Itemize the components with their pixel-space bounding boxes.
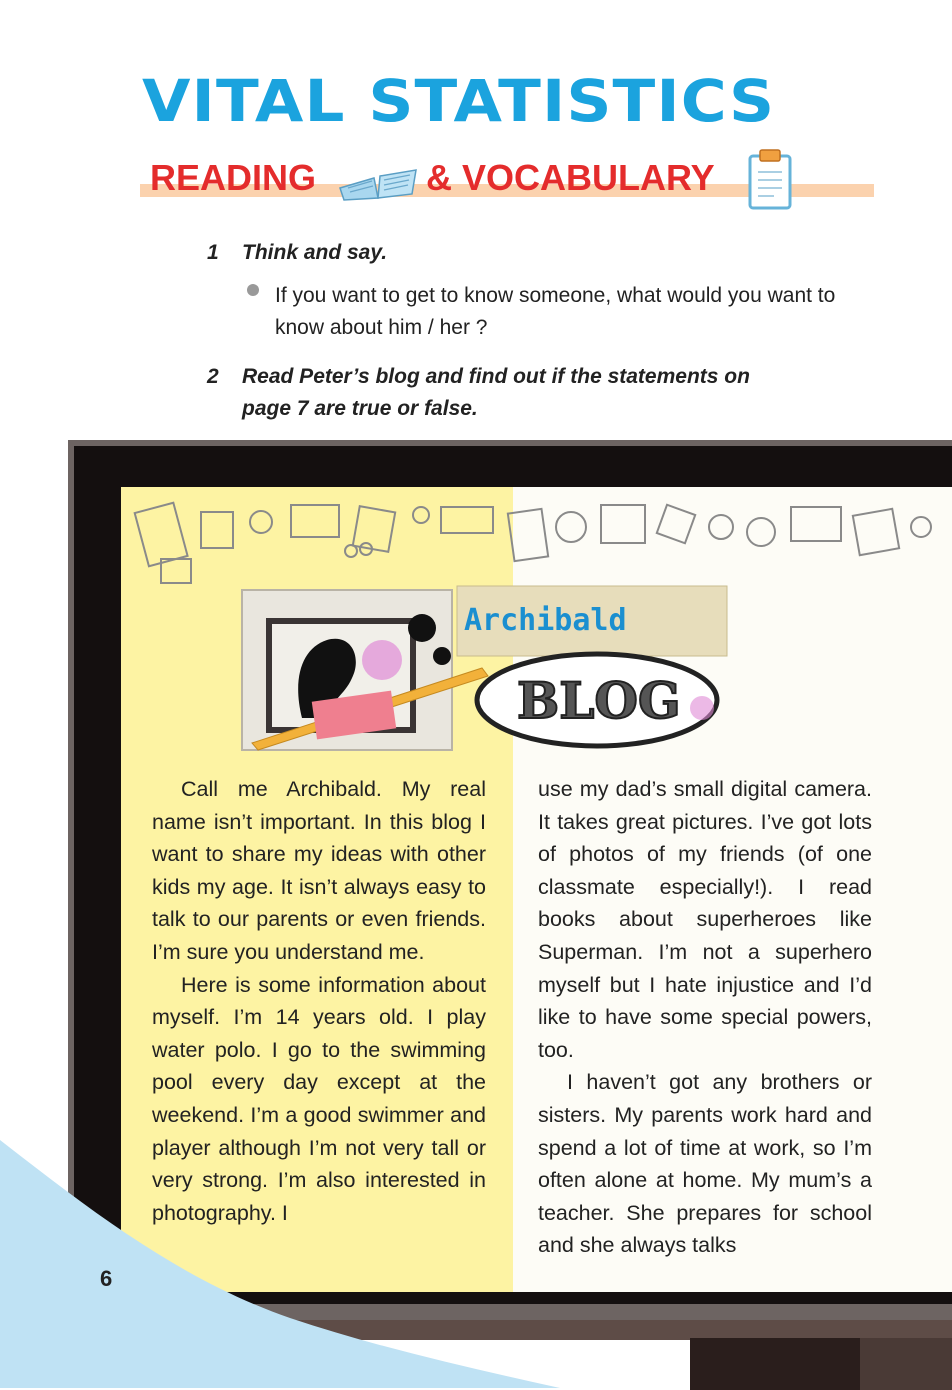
blog-header-illustration — [232, 578, 752, 758]
blog-paragraph: Here is some information about myself. I’m 14 years old. I play water polo. I go to the swimming pool every day except at the weekend. I’m a good swimmer and player although I’m not very tall or very strong. I’m also interested in photography. I — [152, 972, 486, 1225]
section-subtitle — [150, 157, 715, 198]
page-corner-wave — [0, 1140, 952, 1388]
clipboard-icon — [744, 146, 796, 210]
open-book-icon — [336, 158, 420, 202]
bullet-question: If you want to get to know someone, what would you want to know about him / her ? — [275, 284, 836, 339]
task-instruction: Think and say. — [242, 241, 388, 264]
subtitle-vocabulary: & VOCABULARY — [426, 157, 715, 198]
blog-word: BLOG — [517, 671, 681, 730]
blog-paragraph: I haven’t got any brothers or sisters. My parents work hard and spend a lot of time at work, so I’m often alone at home. My mum’s a teacher. She prepares for school and she always talks — [538, 1070, 872, 1258]
page-title: VITAL STATISTICS — [142, 67, 776, 135]
task-number: 1 — [207, 241, 219, 264]
bullet-dot — [247, 284, 259, 296]
task-instruction: Read Peter’s blog and find out if the statements on page 7 are true or false. — [242, 365, 750, 420]
blog-paragraph: Call me Archibald. My real name isn’t important. In this blog I want to share my ideas with other kids my age. It isn’t always easy to talk to our parents or even friends. I’m sure you understand me. — [152, 777, 486, 964]
blog-name: Archibald — [464, 603, 627, 638]
blog-paragraph: use my dad’s small digital camera. It takes great pictures. I’ve got lots of photos of my friends (of one classmate especially!). I read books about superheroes like Superman. I’m not a superhero myself but I hate injustice and I’d like to have some special powers, too. — [538, 777, 872, 1062]
page-number: 6 — [100, 1266, 113, 1291]
task-number: 2 — [207, 365, 219, 388]
subtitle-reading: READING — [150, 157, 317, 198]
